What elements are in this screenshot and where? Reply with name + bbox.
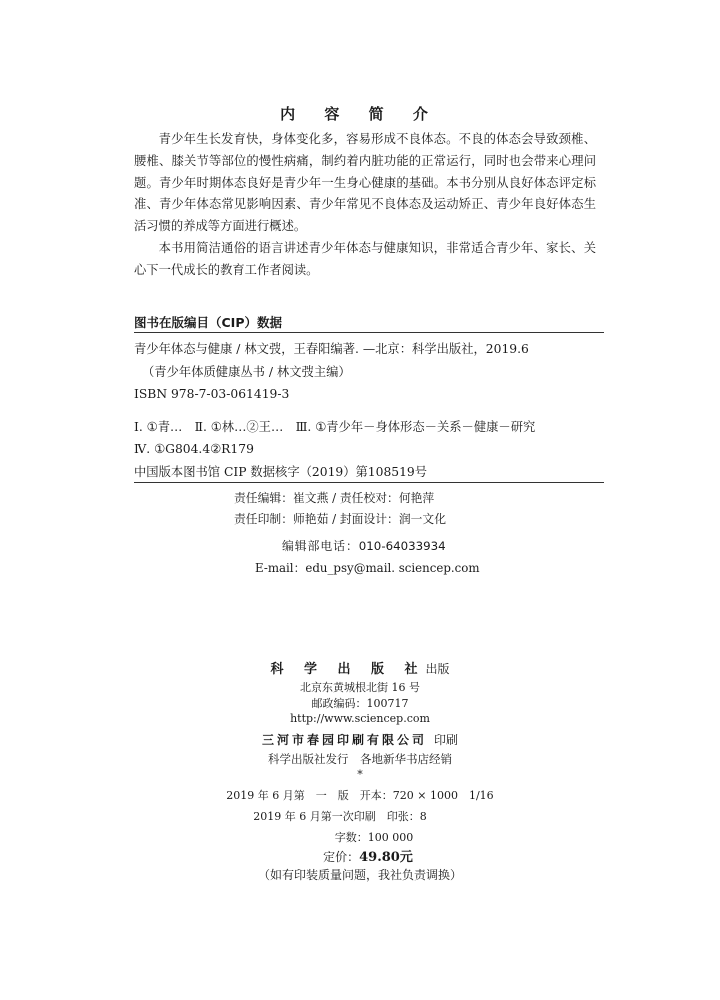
cip-line: 青少年体态与健康 / 林文弢，王春阳编著. —北京：科学出版社，2019.6: [134, 342, 529, 356]
postcode: 邮政编码：100717: [311, 697, 409, 710]
editorial-email: [255, 559, 480, 576]
publisher-line: [0, 658, 720, 677]
cip-line: ISBN 978-7-03-061419-3: [134, 387, 290, 401]
cip-line: Ⅰ. ①青… Ⅱ. ①林…②王… Ⅲ. ①青少年－身体形态－关系－健康－研究: [134, 419, 536, 434]
intro-paragraph: 本书用简洁通俗的语言讲述青少年体态与健康知识，非常适合青少年、家长、关心下一代成长的教育工作者阅读。: [134, 240, 596, 277]
email-address: edu_psy@mail. sciencep.com: [305, 561, 480, 575]
price-label: 定价：: [323, 850, 360, 864]
publisher-logo-text: 科 学 出 版 社: [270, 662, 426, 677]
publisher-suffix: 出版: [425, 662, 450, 676]
printer-suffix: 印刷: [434, 733, 459, 747]
cip-top-rule: [134, 332, 604, 333]
cip-bottom-rule: [134, 482, 604, 483]
cip-line: 中国版本图书馆 CIP 数据核字（2019）第108519号: [134, 464, 428, 479]
quality-notice: （如有印装质量问题，我社负责调换）: [257, 868, 462, 882]
price-value: 49.80元: [359, 850, 413, 865]
cip-heading: 图书在版编目（CIP）数据: [134, 315, 282, 330]
cip-block: [134, 338, 604, 483]
page-title: 内 容 简 介: [280, 105, 440, 123]
printing-line: 2019 年 6 月第一次印刷 印张：8: [253, 810, 427, 823]
credits-line: 责任印制：师艳茹 / 封面设计：润一文化: [234, 512, 447, 526]
printer-line: [0, 731, 720, 748]
word-count: 字数：100 000: [334, 831, 414, 844]
publisher-address: 北京东黄城根北街 16 号: [300, 681, 420, 694]
phone-label: 编辑部电话：: [282, 539, 359, 553]
intro-section: [134, 129, 596, 282]
cip-line: Ⅳ. ①G804.4②R179: [134, 442, 254, 456]
email-label: E-mail：: [255, 561, 306, 575]
intro-paragraph: 青少年生长发育快，身体变化多，容易形成不良体态。不良的体态会导致颈椎、腰椎、膝关节等部位的慢性病痛，制约着内脏功能的正常运行，同时也会带来心理问题。青少年时期体态良好是青少年一生身心健康的基础。本书分别从良好体态评定标准、青少年体态常见影响因素、青少年常见不良体态及运动矫正、青少年良好体态生活习惯的养成等方面进行概述。: [134, 132, 596, 234]
edition-line: 2019 年 6 月第 一 版 开本：720 × 1000 1/16: [226, 789, 494, 802]
distribution-line: 科学出版社发行 各地新华书店经销: [268, 752, 452, 766]
separator-star: *: [357, 768, 363, 781]
price-line: [8, 846, 720, 865]
publisher-website: http://www.sciencep.com: [290, 712, 430, 725]
phone-number: 010-64033934: [358, 539, 446, 553]
cip-line: （青少年体质健康丛书 / 林文弢主编）: [142, 364, 351, 379]
credits-line: 责任编辑：崔文燕 / 责任校对：何艳萍: [234, 491, 435, 505]
editorial-phone: [282, 537, 446, 554]
printer-name: 三河市春园印刷有限公司: [261, 733, 427, 747]
